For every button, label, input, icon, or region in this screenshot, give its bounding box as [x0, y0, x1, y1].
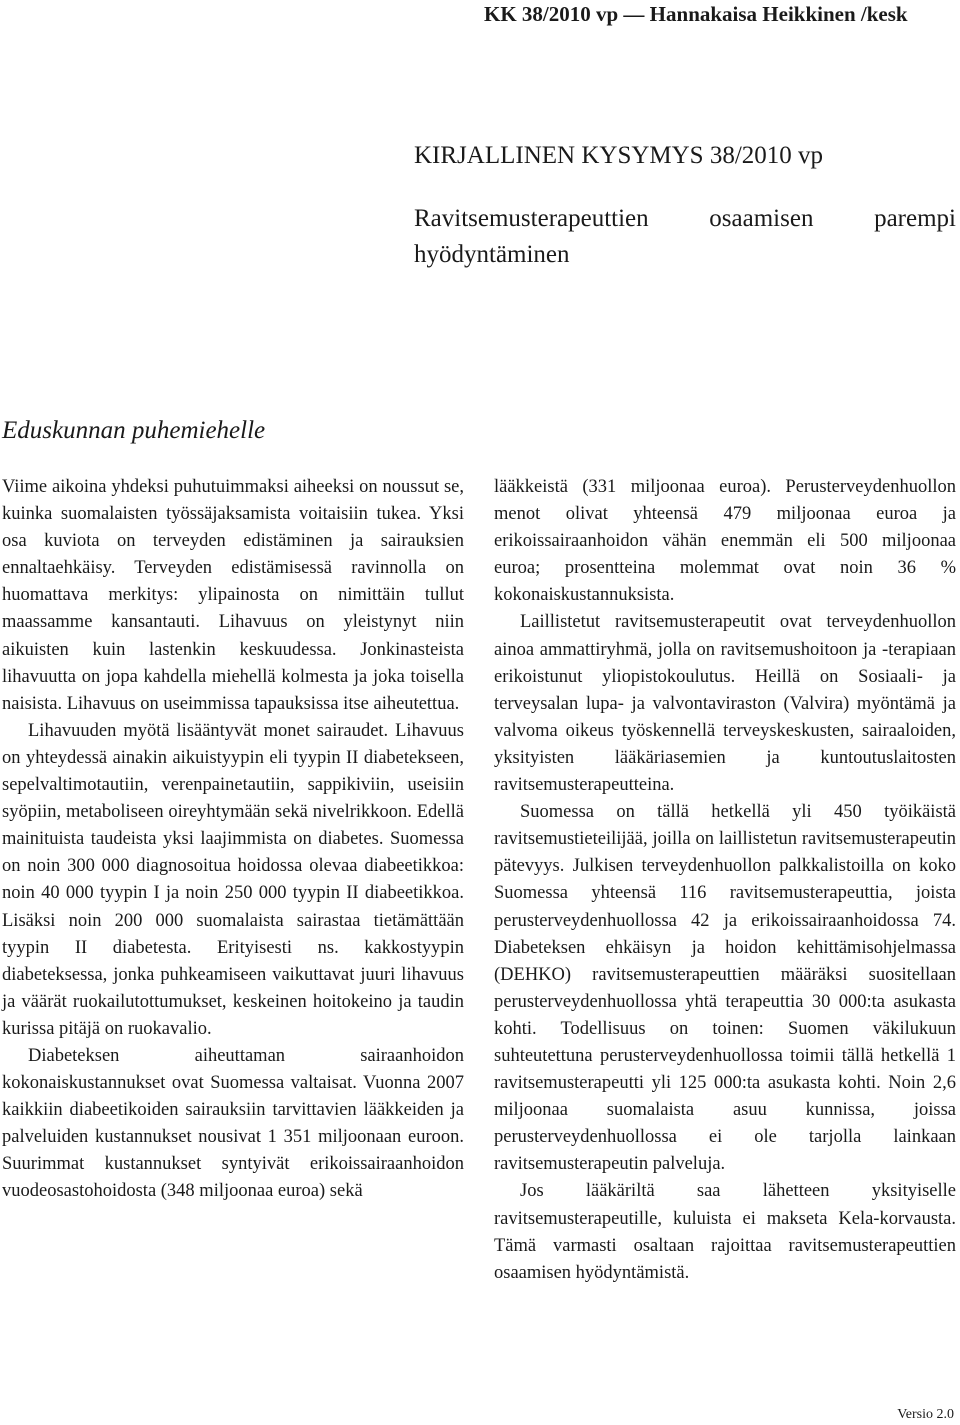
paragraph: Diabeteksen aiheuttaman sairaanhoidon kokonaiskustannukset ovat Suomessa valtaisat. Vuonna 2007 kaikkiin diabeetikoiden sairauksiin tarvittavien lääkkeiden ja palveluiden kustannukset nousivat 1 351 miljoonaan euroon. Suurimmat kustannukset syntyivät erikoissairaanhoidon vuodeosastohoidosta (348 miljoonaa euroa) sekä	[2, 1045, 464, 1202]
paragraph: Suomessa on tällä hetkellä yli 450 työikäistä ravitsemustieteilijää, joilla on laillistetun ravitsemusterapeutin pätevyys. Julkisen terveydenhuollon palkkalistoilla on koko Suomessa yhteensä 116 ravitsemusterapeuttia, joista perusterveydenhuollossa 42 ja erikoissairaanhoidossa 74. Diabeteksen ehkäisyn ja hoidon kehittämisohjelmassa (DEHKO) ravitsemusterapeuttien määräksi suositellaan perusterveydenhuollossa yhtä terapeuttia 30 000:ta asukasta kohti. Todellisuus on toinen: Suomen väkilukuun suhteutettuna perusterveydenhuollossa toimii tällä hetkellä 1 ravitsemusterapeutti yli 125 000:ta asukasta kohti. Noin 2,6 miljoonaa suomalaista asuu kunnissa, joissa perusterveydenhuollossa ei ole tarjolla lainkaan ravitsemusterapeutin palveluja.	[494, 802, 956, 1175]
document-header: KK 38/2010 vp — Hannakaisa Heikkinen /kesk	[484, 2, 908, 26]
left-column	[2, 474, 464, 1206]
document-title: KIRJALLINEN KYSYMYS 38/2010 vp	[414, 142, 824, 169]
version-label: Versio 2.0	[897, 1407, 954, 1422]
paragraph: Lihavuuden myötä lisääntyvät monet sairaudet. Lihavuus on yhteydessä ainakin aikuistyypin eli tyypin II diabetekseen, sepelvaltimotautiin, verenpainetautiin, sappikiviin, useisiin syöpiin, metaboliseen oireyhtymään sekä nivelrikkoon. Edellä mainituista taudeista yksi laajimmista on diabetes. Suomessa on noin 300 000 diagnosoitua hoidossa olevaa diabeetikkoa: noin 40 000 tyypin I ja noin 250 000 tyypin II diabeetikkoa. Lisäksi noin 200 000 suomalaista sairastaa tietämättään tyypin II diabetesta. Erityisesti ns. kakkostyypin diabeteksessa, jonka puhkeamiseen vaikuttavat juuri lihavuus ja väärät ruokailutottumukset, keskeinen hoitokeino ja taudin kurissa pitäjä on ruokavalio.	[2, 720, 464, 1039]
paragraph: Jos lääkäriltä saa lähetteen yksityiselle ravitsemusterapeutille, kuluista ei makseta Kela-korvausta. Tämä varmasti osaltaan rajoittaa ravitsemusterapeuttien osaamisen hyödyntämistä.	[494, 1181, 956, 1283]
salutation: Eduskunnan puhemiehelle	[2, 417, 266, 444]
paragraph: lääkkeistä (331 miljoonaa euroa). Perusterveydenhuollon menot olivat yhteensä 479 miljoonaa euroa ja erikoissairaanhoidon vähän enemmän eli 500 miljoonaa euroa; prosentteina molemmat ovat noin 36 % kokonaiskustannuksista.	[494, 477, 956, 606]
document-subject: Ravitsemusterapeuttien osaamisen parempi hyödyntäminen	[414, 205, 956, 268]
paragraph: Laillistetut ravitsemusterapeutit ovat terveydenhuollon ainoa ammattiryhmä, jolla on ravitsemushoitoon ja -terapiaan erikoistunut yliopistokoulutus. Heillä on Sosiaali- ja terveysalan lupa- ja valvontaviraston (Valvira) myöntämä ja valvoma oikeus työskennellä terveyskeskusten, sairaaloiden, yksityisten lääkäriasemien ja kuntoutuslaitosten ravitsemusterapeutteina.	[494, 612, 956, 796]
paragraph: Viime aikoina yhdeksi puhutuimmaksi aiheeksi on noussut se, kuinka suomalaisten työssäjaksamista voitaisiin tukea. Yksi osa kuviota on terveyden edistäminen ja sairauksien ennaltaehkäisy. Terveyden edistämisessä ravinnolla on huomattava merkitys: ylipainosta on nimittäin tullut maassamme kansantauti. Lihavuus on yleistynyt niin aikuisten kuin lastenkin keskuudessa. Jonkinasteista lihavuutta on jopa kahdella miehellä kolmesta ja joka toisella naisista. Lihavuus on useimmissa tapauksissa itse aiheutettua.	[2, 477, 464, 714]
right-column	[494, 474, 956, 1287]
